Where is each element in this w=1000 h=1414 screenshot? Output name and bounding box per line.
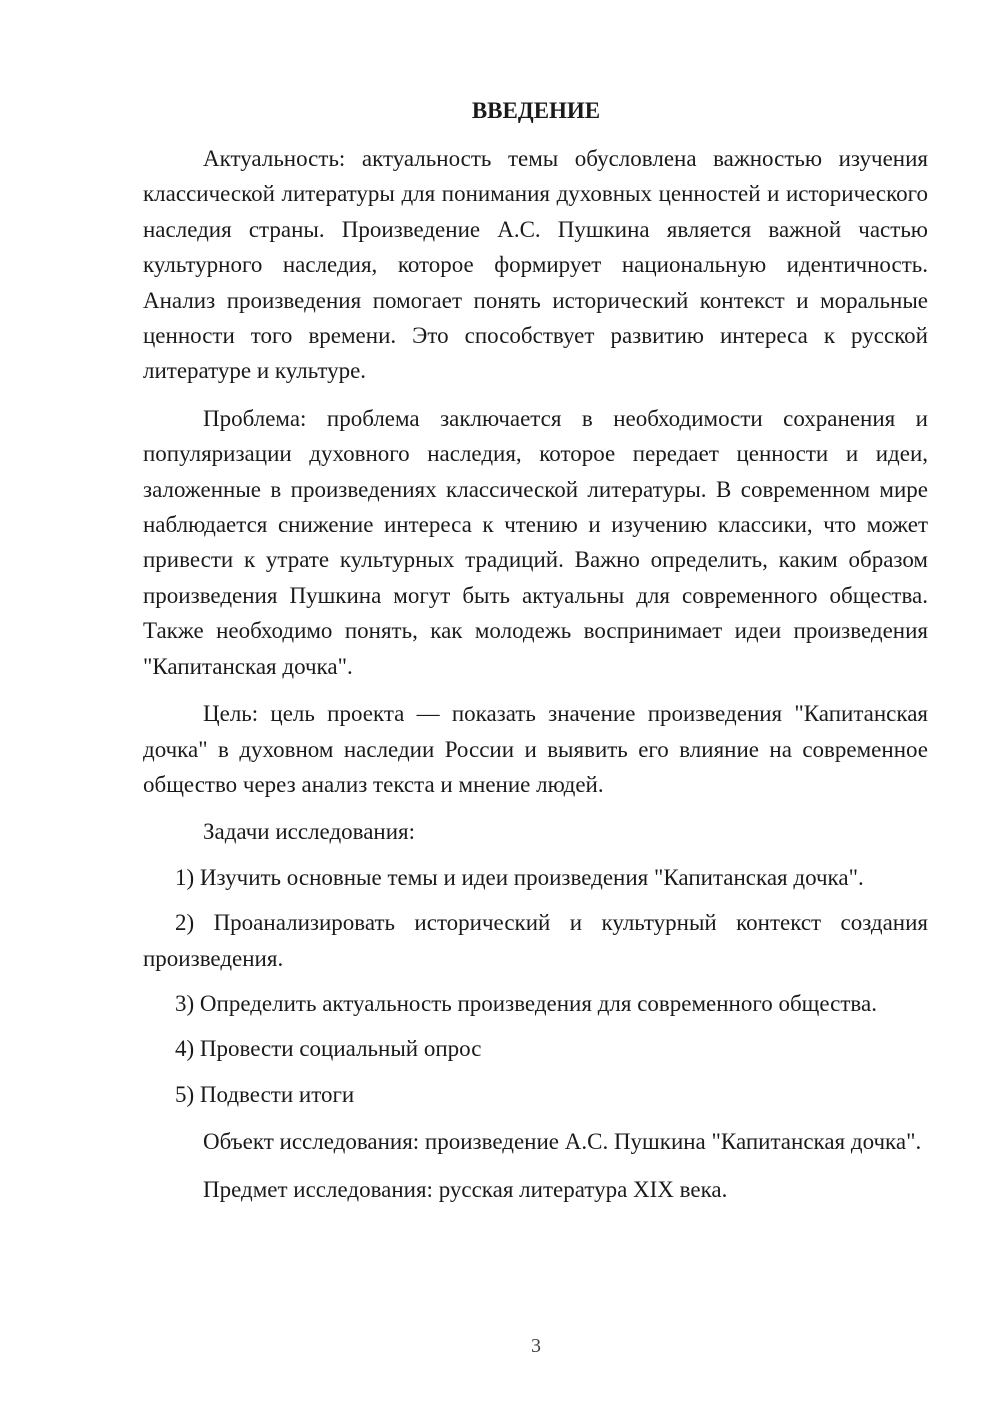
section-heading: ВВЕДЕНИЕ <box>471 98 601 123</box>
task-item-2: 2) Проанализировать исторический и культурный контекст создания произведения. <box>143 910 928 971</box>
paragraph-goal: Цель: цель проекта — показать значение произведения "Капитанская дочка" в духовном наследии России и выявить его влияние на современное общество через анализ текста и мнение людей. <box>143 701 928 797</box>
paragraph-subject: Предмет исследования: русская литература XIX века. <box>203 1176 728 1202</box>
paragraph-object: Объект исследования: произведение А.С. Пушкина "Капитанская дочка". <box>203 1129 922 1155</box>
paragraph-problem: Проблема: проблема заключается в необходимости сохранения и популяризации духовного наследия, которое передает ценности и идеи, заложенные в произведениях классической литературы. В современном мире наблюдается снижение интереса к чтению и изучению классики, что может привести к утрате культурных традиций. Важно определить, каким образом произведения Пушкина могут быть актуальны для современного общества. Также необходимо понять, как молодежь воспринимает идеи произведения "Капитанская дочка". <box>143 405 928 679</box>
paragraph-relevance: Актуальность: актуальность темы обусловлена важностью изучения классической литературы для понимания духовных ценностей и исторического наследия страны. Произведение А.С. Пушкина является важной частью культурного наследия, которое формирует национальную идентичность. Анализ произведения помогает понять исторический контекст и моральные ценности того времени. Это способствует развитию интереса к русской литературе и культуре. <box>143 146 928 384</box>
task-item-5: 5) Подвести итоги <box>175 1081 355 1107</box>
page-number: 3 <box>531 1335 541 1357</box>
task-item-1: 1) Изучить основные темы и идеи произведения "Капитанская дочка". <box>175 864 864 890</box>
tasks-heading: Задачи исследования: <box>203 819 416 845</box>
task-item-4: 4) Провести социальный опрос <box>175 1036 482 1062</box>
task-item-3: 3) Определить актуальность произведения для современного общества. <box>175 990 877 1016</box>
document-body <box>143 141 928 1207</box>
